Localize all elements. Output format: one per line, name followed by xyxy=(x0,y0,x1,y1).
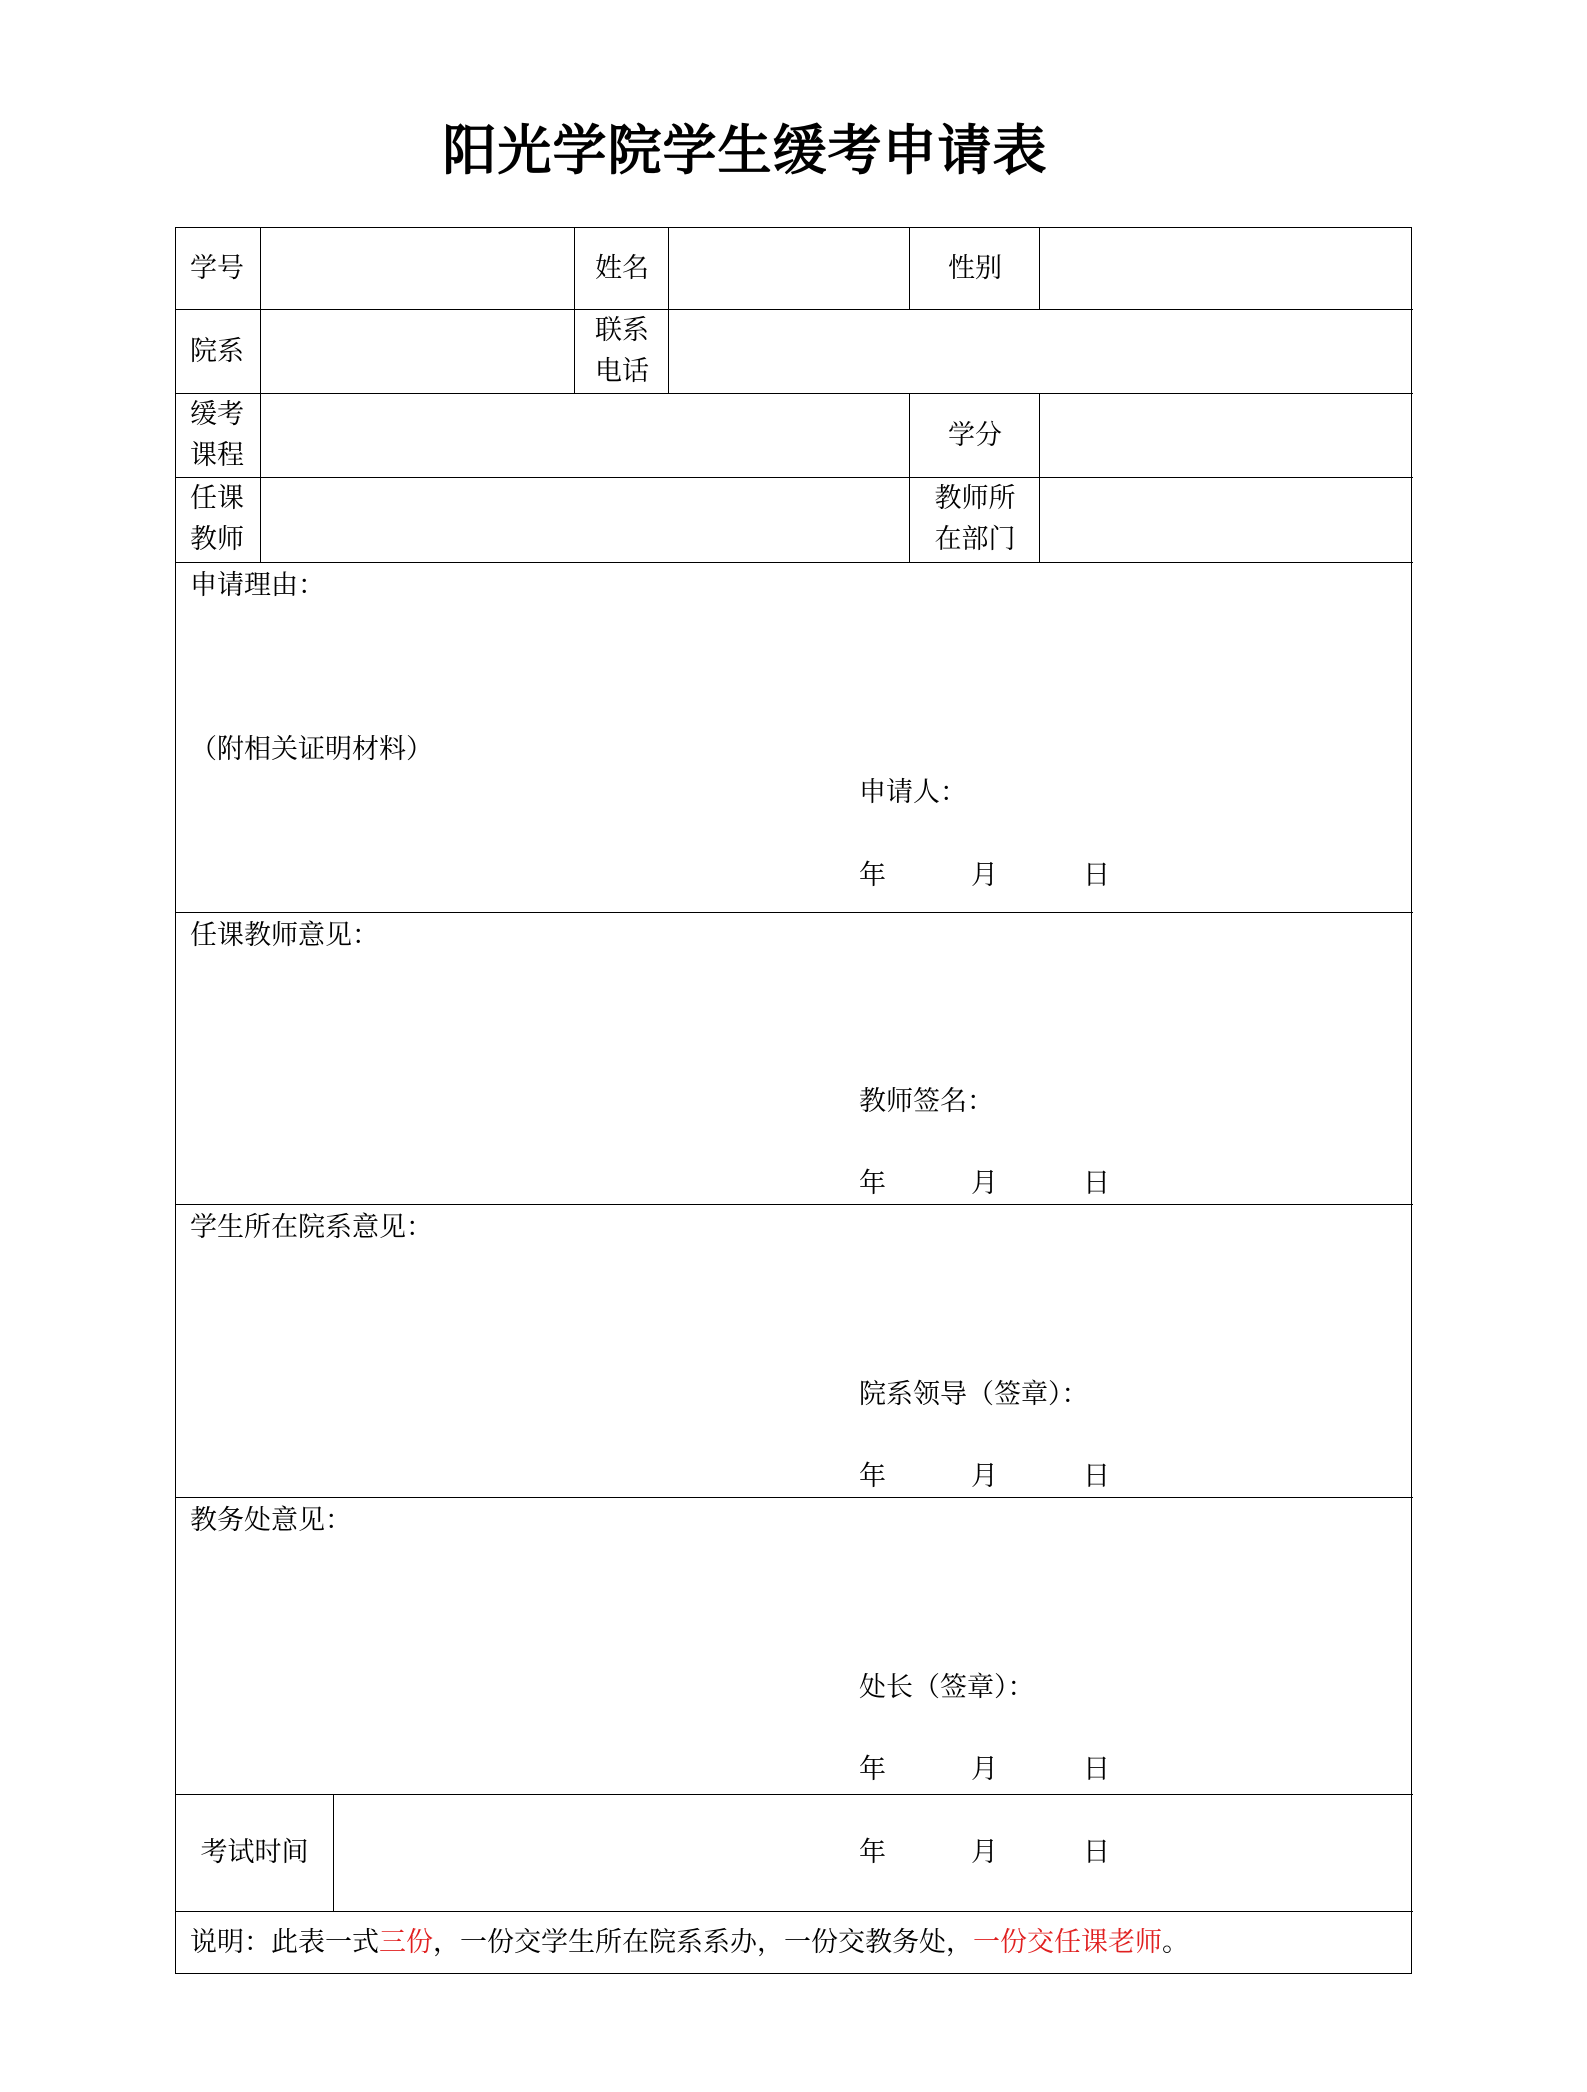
col-divider xyxy=(333,1794,334,1911)
date-day: 日 xyxy=(1083,1837,1110,1868)
date-year: 年 xyxy=(859,860,886,891)
office-sign-label: 处长（签章）： xyxy=(859,1672,1035,1703)
department-label: 院系 xyxy=(190,336,244,367)
teacher-label-line2: 教师 xyxy=(190,524,244,555)
note-last: 一份交任课老师 xyxy=(973,1927,1162,1958)
date-year: 年 xyxy=(859,1754,886,1785)
row-divider xyxy=(176,309,1413,310)
student-id-field[interactable] xyxy=(262,230,572,308)
office-opinion-field[interactable] xyxy=(190,1543,1390,1653)
form-note xyxy=(190,1922,1189,1963)
col-divider xyxy=(1039,393,1040,562)
credit-label: 学分 xyxy=(948,420,1002,451)
teacher-dept-label-line1: 教师所 xyxy=(934,483,1016,514)
row-divider xyxy=(176,912,1413,913)
teacher-dept-label-line2: 在部门 xyxy=(934,524,1016,555)
date-month: 月 xyxy=(971,1168,998,1199)
form-title: 阳光学院学生缓考申请表 xyxy=(442,119,1048,182)
office-opinion-label: 教务处意见： xyxy=(190,1505,352,1536)
col-divider xyxy=(909,393,910,562)
row-divider xyxy=(176,393,1413,394)
date-month: 月 xyxy=(971,860,998,891)
exam-time-label: 考试时间 xyxy=(200,1837,309,1868)
phone-label-line2: 电话 xyxy=(595,356,649,387)
date-year: 年 xyxy=(859,1837,886,1868)
date-day: 日 xyxy=(1083,860,1110,891)
student-id-label: 学号 xyxy=(190,253,244,284)
date-month: 月 xyxy=(971,1837,998,1868)
course-field[interactable] xyxy=(262,395,907,476)
teacher-dept-field[interactable] xyxy=(1041,479,1411,561)
col-divider xyxy=(260,228,261,562)
row-divider xyxy=(176,562,1413,563)
phone-field[interactable] xyxy=(670,311,1411,392)
reason-label: 申请理由： xyxy=(190,570,325,601)
dept-opinion-field[interactable] xyxy=(190,1250,1390,1360)
dept-sign-label: 院系领导（签章）： xyxy=(859,1379,1089,1410)
department-field[interactable] xyxy=(262,311,572,392)
col-divider xyxy=(668,228,669,393)
date-month: 月 xyxy=(971,1754,998,1785)
credit-field[interactable] xyxy=(1041,395,1411,476)
phone-label-line1: 联系 xyxy=(595,315,649,346)
date-year: 年 xyxy=(859,1168,886,1199)
note-copies: 三份 xyxy=(379,1927,433,1958)
gender-field[interactable] xyxy=(1041,230,1411,308)
row-divider xyxy=(176,1497,1413,1498)
name-label: 姓名 xyxy=(595,253,649,284)
note-end: 。 xyxy=(1162,1927,1189,1958)
date-day: 日 xyxy=(1083,1461,1110,1492)
reason-attachment-note: （附相关证明材料） xyxy=(190,734,433,765)
note-middle: ，一份交学生所在院系系办，一份交教务处， xyxy=(433,1927,973,1958)
teacher-sign-label: 教师签名： xyxy=(859,1086,994,1117)
row-divider xyxy=(176,1911,1413,1912)
dept-opinion-label: 学生所在院系意见： xyxy=(190,1212,433,1243)
row-divider xyxy=(176,1204,1413,1205)
reason-field[interactable] xyxy=(190,608,1390,728)
row-divider xyxy=(176,1794,1413,1795)
teacher-opinion-field[interactable] xyxy=(190,958,1390,1068)
row-divider xyxy=(176,477,1413,478)
teacher-label-line1: 任课 xyxy=(190,483,244,514)
col-divider xyxy=(909,228,910,309)
deferral-application-form xyxy=(175,227,1412,1974)
date-day: 日 xyxy=(1083,1168,1110,1199)
note-prefix: 说明：此表一式 xyxy=(190,1927,379,1958)
col-divider xyxy=(1039,228,1040,309)
date-month: 月 xyxy=(971,1461,998,1492)
date-day: 日 xyxy=(1083,1754,1110,1785)
teacher-field[interactable] xyxy=(262,479,907,561)
gender-label: 性别 xyxy=(948,253,1002,284)
col-divider xyxy=(574,228,575,393)
date-year: 年 xyxy=(859,1461,886,1492)
name-field[interactable] xyxy=(670,230,907,308)
course-label-line2: 课程 xyxy=(190,440,244,471)
teacher-opinion-label: 任课教师意见： xyxy=(190,920,379,951)
applicant-sign-label: 申请人： xyxy=(859,777,967,808)
course-label-line1: 缓考 xyxy=(190,399,244,430)
